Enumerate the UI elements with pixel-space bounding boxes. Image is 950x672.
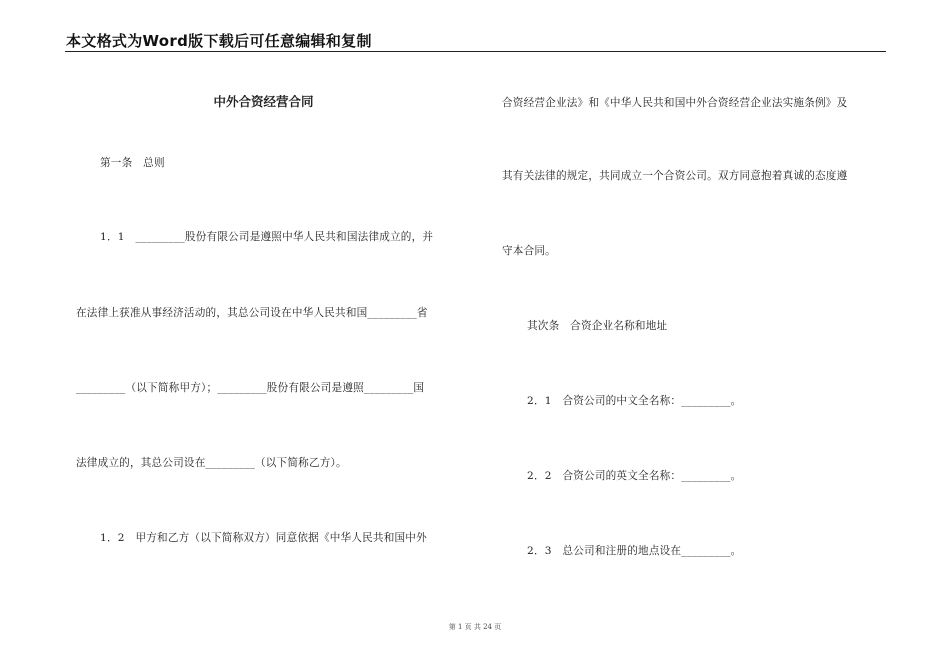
article-1-heading: 第一条 总则: [100, 157, 165, 169]
contract-title: 中外合资经营合同: [213, 94, 314, 109]
paragraph-line: 1．1 _________股份有限公司是遵照中华人民共和国法律成立的，并: [100, 231, 434, 243]
article-2-heading: 其次条 合资企业名称和地址: [527, 320, 668, 332]
paragraph-line: 守本合同。: [502, 245, 556, 257]
paragraph-line: _________（以下简称甲方）；_________股份有限公司是遵照_________国: [76, 382, 425, 394]
paragraph-line: 其有关法律的规定，共同成立一个合资公司。双方同意抱着真诚的态度遵: [502, 170, 848, 182]
download-banner-text: 本文格式为Word版下载后可任意编辑和复制: [66, 32, 372, 50]
paragraph-line: 1．2 甲方和乙方（以下简称双方）同意依据《中华人民共和国中外: [100, 532, 427, 544]
clause-2-2: 2．2 合资公司的英文全名称：_________。: [527, 470, 742, 482]
clause-2-1: 2．1 合资公司的中文全名称：_________。: [527, 395, 742, 407]
paragraph-line: 合资经营企业法》和《中华人民共和国中外合资经营企业法实施条例》及: [502, 97, 848, 109]
header-divider: [65, 51, 886, 52]
clause-2-3: 2．3 总公司和注册的地点设在_________。: [527, 545, 742, 557]
paragraph-line: 在法律上获准从事经济活动的，其总公司设在中华人民共和国_________省: [76, 307, 428, 319]
paragraph-line: 法律成立的，其总公司设在_________（以下简称乙方）。: [76, 457, 347, 469]
page-number: 第 1 页 共 24 页: [448, 623, 502, 631]
